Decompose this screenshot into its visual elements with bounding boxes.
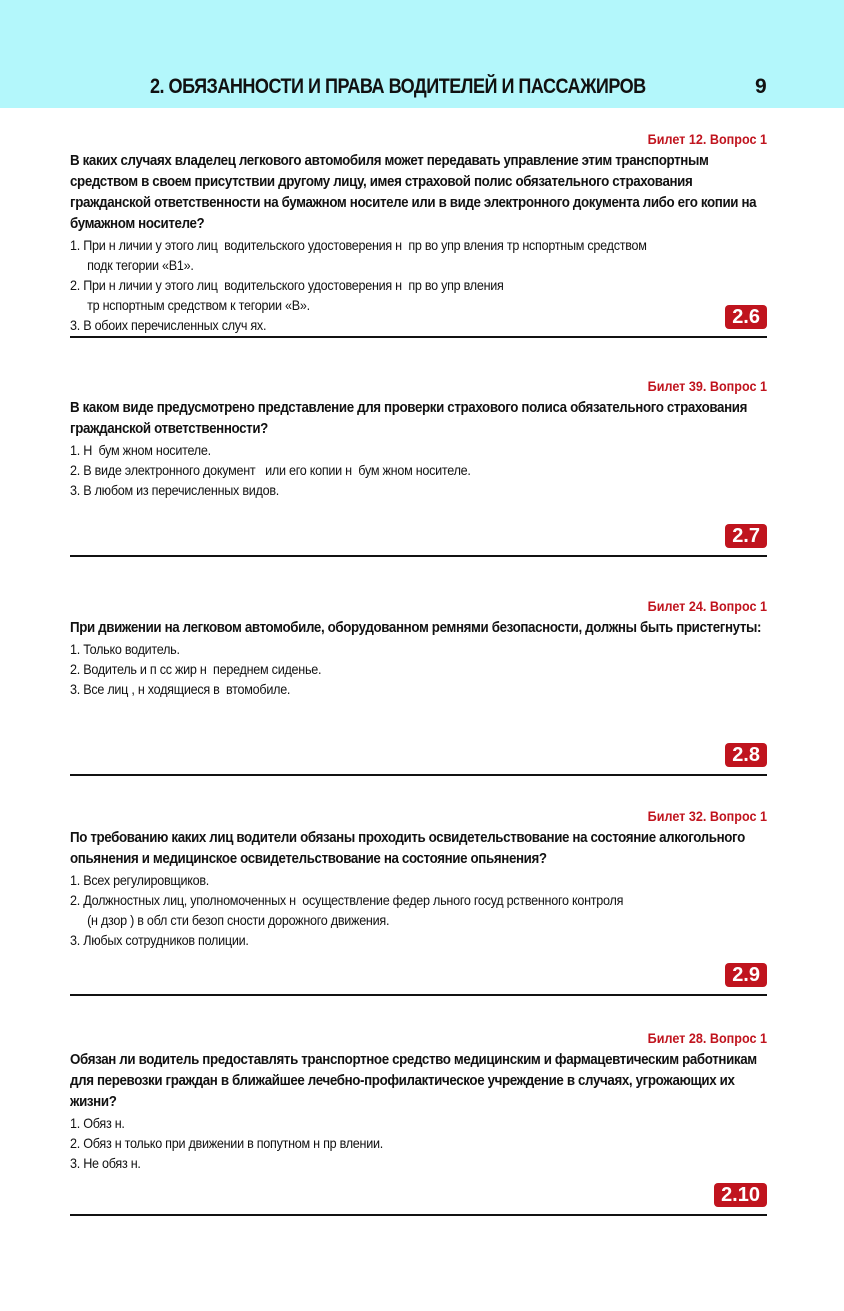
question-number-badge: 2.6 <box>725 305 767 329</box>
option-line: 3. В любом из перечисленных видов. <box>70 482 279 498</box>
ticket-label: Билет 24. Вопрос 1 <box>647 598 767 614</box>
question-number-badge: 2.9 <box>725 963 767 987</box>
ticket-label: Билет 12. Вопрос 1 <box>647 131 767 147</box>
divider <box>70 555 767 557</box>
option-line: 3. Любых сотрудников полиции. <box>70 932 249 948</box>
divider <box>70 774 767 776</box>
answer-option <box>70 1133 697 1153</box>
option-line: 2. При н личии у этого лиц водительского удостоверения н пр во упр вления <box>70 277 504 293</box>
option-line: 1. Всех регулировщиков. <box>70 872 210 888</box>
answer-option <box>70 930 697 950</box>
divider <box>70 336 767 338</box>
answer-option <box>70 1153 697 1173</box>
question-block <box>70 806 767 996</box>
answer-option <box>70 639 697 659</box>
question-block <box>70 1028 767 1216</box>
answer-option <box>70 460 697 480</box>
divider <box>70 994 767 996</box>
question-text: Обязан ли водитель предоставлять транспортное средство медицинским и фармацевтическим работникам для перевозки граждан в ближайшее лечебно-профилактическое учреждение в случаях, угрожающих их жизни? <box>70 1052 757 1110</box>
answer-option <box>70 659 697 679</box>
question-number-badge: 2.8 <box>725 743 767 767</box>
answer-option <box>70 890 697 930</box>
option-line: подк тегории «В1». <box>87 257 194 273</box>
option-line: 2. Должностных лиц, уполномоченных н осуществление федер льного госуд рственного контроля <box>70 892 624 908</box>
option-line: 1. Только водитель. <box>70 641 180 657</box>
question-block <box>70 129 767 338</box>
question-text: В каких случаях владелец легкового автомобиля может передавать управление этим транспортным средством в своем присутствии другому лицу, имея страховой полис обязательного страхования гражданской ответственности на бумажном носителе или в виде электронного документа либо его копии на бумажном носителе? <box>70 153 757 232</box>
option-line: тр нспортным средством к тегории «В». <box>87 297 310 313</box>
ticket-label: Билет 39. Вопрос 1 <box>647 378 767 394</box>
answer-option <box>70 440 697 460</box>
answer-option <box>70 870 697 890</box>
question-text: При движении на легковом автомобиле, оборудованном ремнями безопасности, должны быть пристегнуты: <box>70 620 762 636</box>
ticket-label: Билет 32. Вопрос 1 <box>647 808 767 824</box>
option-line: 2. Обяз н только при движении в попутном н пр влении. <box>70 1135 384 1151</box>
answer-option <box>70 235 697 275</box>
question-text: По требованию каких лиц водители обязаны проходить освидетельствование на состояние алкогольного опьянения и медицинское освидетельствование на состояние опьянения? <box>70 830 745 867</box>
ticket-label: Билет 28. Вопрос 1 <box>647 1030 767 1046</box>
answer-option <box>70 315 697 335</box>
option-line: 3. Все лиц , н ходящиеся в втомобиле. <box>70 681 291 697</box>
option-line: 1. Обяз н. <box>70 1115 125 1131</box>
answer-option <box>70 1113 697 1133</box>
option-line: 1. Н бум жном носителе. <box>70 442 211 458</box>
question-text: В каком виде предусмотрено представление для проверки страхового полиса обязательного страхования гражданской ответственности? <box>70 400 748 437</box>
option-line: (н дзор ) в обл сти безоп сности дорожного движения. <box>87 912 390 928</box>
answer-option <box>70 275 697 315</box>
answer-option <box>70 480 697 500</box>
option-line: 3. Не обяз н. <box>70 1155 141 1171</box>
option-line: 2. В виде электронного документ или его копии н бум жном носителе. <box>70 462 471 478</box>
question-number-badge: 2.7 <box>725 524 767 548</box>
page-number: 9 <box>755 75 767 98</box>
divider <box>70 1214 767 1216</box>
question-block <box>70 376 767 557</box>
chapter-header <box>0 0 844 108</box>
answer-option <box>70 679 697 699</box>
chapter-title: 2. ОБЯЗАННОСТИ И ПРАВА ВОДИТЕЛЕЙ И ПАССАЖИРОВ <box>150 75 646 98</box>
option-line: 1. При н личии у этого лиц водительского удостоверения н пр во упр вления тр нспортным средством <box>70 237 647 253</box>
option-line: 2. Водитель и п сс жир н переднем сиденье. <box>70 661 322 677</box>
question-block <box>70 596 767 776</box>
question-number-badge: 2.10 <box>714 1183 767 1207</box>
option-line: 3. В обоих перечисленных случ ях. <box>70 317 267 333</box>
